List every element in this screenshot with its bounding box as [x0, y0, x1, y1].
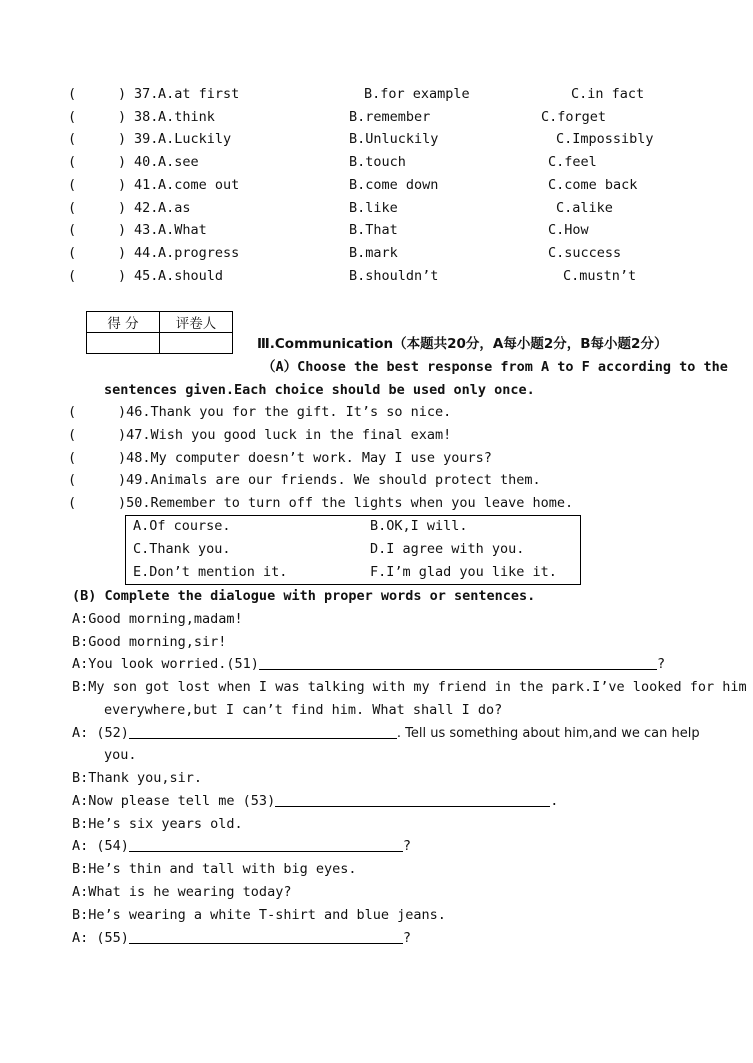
- option-b: B.mark: [349, 245, 398, 261]
- dialogue-text: A:You look worried.(51): [72, 656, 259, 672]
- dialogue-line-54: [72, 837, 411, 855]
- answer-blank-51[interactable]: [259, 656, 657, 670]
- dialogue-line: B:He’s wearing a white T-shirt and blue jeans.: [72, 907, 446, 923]
- score-label: 得 分: [87, 312, 160, 333]
- answer-paren-close: ): [118, 109, 127, 125]
- answer-slot[interactable]: [78, 108, 116, 126]
- answer-paren-open: (: [68, 427, 77, 443]
- answer-paren-close: ): [118, 200, 127, 216]
- dialogue-line: B:Good morning,sir!: [72, 634, 227, 650]
- option-b: B.remember: [349, 109, 431, 125]
- question-number: 39.: [134, 131, 159, 147]
- answer-paren-open: (: [68, 200, 77, 216]
- answer-paren-open: (: [68, 245, 77, 261]
- part-b-heading: (B) Complete the dialogue with proper words or sentences.: [72, 588, 536, 604]
- question-number: 41.: [134, 177, 159, 193]
- option-b: B.like: [349, 200, 398, 216]
- question-number: 45.: [134, 268, 159, 284]
- answer-paren-open: (: [68, 222, 77, 238]
- answer-slot[interactable]: [78, 130, 116, 148]
- dialogue-text: ?: [402, 838, 412, 854]
- question-number: 37.: [134, 86, 159, 102]
- answer-paren-close: ): [118, 154, 127, 170]
- option-b: B.for example: [364, 86, 470, 102]
- option-a: A.see: [158, 154, 199, 170]
- answer-paren-open: (: [68, 177, 77, 193]
- answer-blank-55[interactable]: [129, 930, 403, 944]
- question-text: )49.Animals are our friends. We should protect them.: [118, 472, 541, 488]
- option-b: B.come down: [349, 177, 439, 193]
- answer-paren-open: (: [68, 495, 77, 511]
- grader-cell[interactable]: [160, 333, 233, 354]
- option-c: C.How: [548, 222, 589, 238]
- option-c: C.Impossibly: [556, 131, 654, 147]
- option-c: C.mustn’t: [563, 268, 637, 284]
- dialogue-line-51: [72, 655, 665, 673]
- answer-slot[interactable]: [78, 85, 116, 103]
- answer-slot[interactable]: [78, 426, 118, 444]
- answer-blank-54[interactable]: [129, 838, 403, 852]
- choice-f: F.I’m glad you like it.: [370, 564, 557, 580]
- question-text: )48.My computer doesn’t work. May I use yours?: [118, 450, 492, 466]
- answer-paren-close: ): [118, 245, 127, 261]
- choice-b: B.OK,I will.: [370, 518, 468, 534]
- option-b: B.Unluckily: [349, 131, 439, 147]
- question-number: 42.: [134, 200, 159, 216]
- option-a: A.What: [158, 222, 207, 238]
- answer-paren-close: ): [118, 222, 127, 238]
- dialogue-line-52: [72, 724, 700, 743]
- option-a: A.think: [158, 109, 215, 125]
- question-text: )47.Wish you good luck in the final exam!: [118, 427, 452, 443]
- answer-paren-open: (: [68, 154, 77, 170]
- dialogue-text: ?: [656, 656, 666, 672]
- question-text: )46.Thank you for the gift. It’s so nice.: [118, 404, 452, 420]
- answer-slot[interactable]: [78, 267, 116, 285]
- answer-slot[interactable]: [78, 403, 118, 421]
- dialogue-line: A:What is he wearing today?: [72, 884, 292, 900]
- option-a: A.should: [158, 268, 224, 284]
- option-b: B.touch: [349, 154, 406, 170]
- dialogue-line: everywhere,but I can’t find him. What shall I do?: [104, 702, 503, 718]
- part-a-instruction-1: （A）Choose the best response from A to F according to the: [262, 359, 728, 375]
- score-table: [86, 311, 233, 354]
- answer-slot[interactable]: [78, 449, 118, 467]
- dialogue-text: A: (54): [72, 838, 129, 854]
- option-c: C.feel: [548, 154, 597, 170]
- answer-paren-open: (: [68, 450, 77, 466]
- answer-paren-open: (: [68, 472, 77, 488]
- question-number: 38.: [134, 109, 159, 125]
- dialogue-line: you.: [104, 747, 137, 763]
- option-c: C.come back: [548, 177, 638, 193]
- dialogue-line: A:Good morning,madam!: [72, 611, 243, 627]
- dialogue-line: B:He’s six years old.: [72, 816, 243, 832]
- dialogue-text: . Tell us something about him,and we can help: [396, 726, 700, 741]
- option-a: A.at first: [158, 86, 240, 102]
- dialogue-line: B:Thank you,sir.: [72, 770, 203, 786]
- option-c: C.alike: [556, 200, 613, 216]
- dialogue-line: B:My son got lost when I was talking with my friend in the park.I’ve looked for him: [72, 679, 747, 695]
- option-b: B.That: [349, 222, 398, 238]
- answer-paren-close: ): [118, 131, 127, 147]
- dialogue-line: B:He’s thin and tall with big eyes.: [72, 861, 357, 877]
- answer-paren-open: (: [68, 404, 77, 420]
- answer-paren-open: (: [68, 86, 77, 102]
- answer-paren-close: ): [118, 268, 127, 284]
- dialogue-line-55: [72, 929, 411, 947]
- answer-slot[interactable]: [78, 471, 118, 489]
- answer-paren-open: (: [68, 109, 77, 125]
- question-number: 43.: [134, 222, 159, 238]
- answer-paren-open: (: [68, 131, 77, 147]
- answer-paren-open: (: [68, 268, 77, 284]
- answer-slot[interactable]: [78, 153, 116, 171]
- choice-c: C.Thank you.: [133, 541, 231, 557]
- question-number: 44.: [134, 245, 159, 261]
- question-number: 40.: [134, 154, 159, 170]
- dialogue-text: A: (52): [72, 725, 129, 741]
- answer-paren-close: ): [118, 86, 127, 102]
- choice-d: D.I agree with you.: [370, 541, 525, 557]
- question-text: )50.Remember to turn off the lights when you leave home.: [118, 495, 574, 511]
- option-c: C.in fact: [571, 86, 645, 102]
- answer-slot[interactable]: [78, 176, 116, 194]
- dialogue-text: A:Now please tell me (53): [72, 793, 276, 809]
- answer-slot[interactable]: [78, 221, 116, 239]
- option-c: C.forget: [541, 109, 607, 125]
- option-a: A.as: [158, 200, 191, 216]
- answer-slot[interactable]: [78, 199, 116, 217]
- dialogue-text: A: (55): [72, 930, 129, 946]
- answer-blank-53[interactable]: [275, 793, 550, 807]
- section-heading: Ⅲ.Communication（本题共20分，A每小题2分，B每小题2分）: [257, 336, 668, 352]
- choice-e: E.Don’t mention it.: [133, 564, 288, 580]
- answer-slot[interactable]: [78, 244, 116, 262]
- answer-blank-52[interactable]: [129, 725, 397, 739]
- score-cell[interactable]: [87, 333, 160, 354]
- choice-a: A.Of course.: [133, 518, 231, 534]
- option-b: B.shouldn’t: [349, 268, 439, 284]
- dialogue-line-53: [72, 792, 558, 810]
- part-a-instruction-2: sentences given.Each choice should be used only once.: [104, 382, 535, 398]
- dialogue-text: ?: [402, 930, 412, 946]
- answer-paren-close: ): [118, 177, 127, 193]
- dialogue-text: .: [550, 793, 559, 809]
- grader-label: 评卷人: [160, 312, 233, 333]
- option-a: A.come out: [158, 177, 240, 193]
- option-c: C.success: [548, 245, 622, 261]
- answer-slot[interactable]: [78, 494, 118, 512]
- option-a: A.Luckily: [158, 131, 232, 147]
- option-a: A.progress: [158, 245, 240, 261]
